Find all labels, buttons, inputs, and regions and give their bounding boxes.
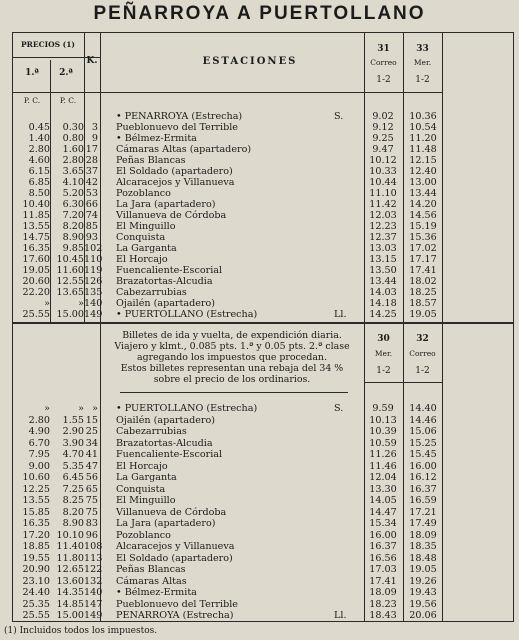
km-cell: 75: [85, 495, 98, 506]
train-time-2: 17.21: [409, 506, 437, 518]
price-1st-cell: 9.00: [28, 460, 50, 472]
price-2nd-cell: 5.35: [62, 460, 84, 472]
table-row: [0, 265, 519, 276]
train-time-1: 12.23: [369, 221, 397, 232]
price-1st-cell: 18.85: [22, 541, 50, 552]
km-cell: 75: [85, 506, 98, 518]
price-1st-cell: 2.80: [28, 414, 50, 426]
train-time-1: 10.59: [369, 437, 397, 449]
km-cell: 56: [85, 472, 98, 483]
table-row: [0, 484, 519, 495]
table-row: [0, 111, 519, 122]
table-row: [0, 403, 519, 414]
train-time-2: 18.35: [409, 541, 437, 552]
table-row: [0, 472, 519, 483]
table-row: [0, 518, 519, 529]
price-1st-cell: 11.85: [22, 210, 50, 221]
train-31-type: Correo: [370, 58, 397, 67]
km-header: K.: [86, 56, 98, 66]
table-row: [0, 155, 519, 166]
train-time-2: 11.20: [409, 133, 437, 144]
table-row: [0, 166, 519, 177]
price-2nd-cell: 8.90: [62, 518, 84, 529]
station-name: • PUERTOLLANO (Estrecha): [116, 403, 258, 414]
price-1st-cell: 6.85: [28, 177, 50, 188]
station-name: Alcaracejos y Villanueva: [116, 177, 235, 188]
class2-header: 2.ª: [59, 68, 73, 78]
train-32-type: Correo: [409, 349, 436, 358]
train-time-1: 9.47: [372, 144, 394, 155]
price-2nd-cell: 3.65: [62, 166, 84, 177]
train-time-1: 17.03: [369, 564, 397, 575]
train-time-2: 18.48: [409, 552, 437, 564]
table-row: [0, 243, 519, 254]
price-1st-cell: 25.55: [22, 309, 50, 320]
price-2nd-cell: 1.60: [62, 144, 84, 155]
station-name: Cámaras Altas (apartadero): [116, 144, 252, 155]
station-name: • Bélmez-Ermita: [116, 587, 197, 598]
table-row: [0, 426, 519, 437]
train-time-2: 14.56: [409, 210, 437, 221]
table-row: [0, 599, 519, 610]
train-time-1: 9.25: [372, 133, 394, 144]
train-time-1: 18.43: [369, 610, 397, 621]
station-name: Pozoblanco: [116, 529, 171, 541]
km-cell: 132: [84, 575, 103, 587]
train-time-2: 14.46: [409, 414, 437, 426]
station-name: Villanueva de Córdoba: [116, 210, 227, 221]
train-time-2: 15.45: [409, 449, 437, 460]
station-name: El Minguillo: [116, 221, 176, 232]
train-31-class: 1-2: [376, 75, 391, 85]
train-time-2: 16.12: [409, 472, 437, 483]
price-1st-cell: 22.20: [22, 287, 50, 298]
train-32-number: 32: [416, 334, 429, 344]
train-time-1: 13.15: [369, 254, 397, 265]
arrival-departure-mark: Ll.: [334, 309, 347, 320]
price-2nd-cell: 0.80: [62, 133, 84, 144]
table-row: [0, 144, 519, 155]
train-time-1: 14.18: [369, 298, 397, 309]
station-name: Peñas Blancas: [116, 155, 186, 166]
train-time-1: 14.25: [369, 309, 397, 320]
station-name: Conquista: [116, 232, 166, 243]
station-name: • PUERTOLLANO (Estrecha): [116, 309, 258, 320]
price-2nd-cell: 0.30: [62, 122, 84, 133]
price-2nd-cell: 3.90: [62, 437, 84, 449]
station-name: Villanueva de Córdoba: [116, 506, 227, 518]
price-1st-cell: 17.20: [22, 529, 50, 541]
station-name: Conquista: [116, 483, 166, 495]
price-1st-cell: 12.25: [22, 483, 50, 495]
train-time-1: 18.09: [369, 587, 397, 598]
train-time-2: 17.41: [409, 265, 437, 276]
table-row: [0, 122, 519, 133]
arrival-departure-mark: S.: [334, 403, 344, 414]
train-time-2: 15.19: [409, 221, 437, 232]
price-2nd-cell: 11.60: [56, 265, 84, 276]
pc2-header: P. C.: [59, 96, 77, 105]
train-time-2: 10.36: [409, 111, 437, 122]
train-time-2: 19.26: [409, 575, 437, 587]
km-cell: 140: [84, 298, 103, 309]
table-row: [0, 309, 519, 320]
km-cell: 9: [91, 133, 98, 144]
price-1st-cell: 24.40: [22, 587, 50, 598]
price-1st-cell: 20.60: [22, 276, 50, 287]
table-row: [0, 177, 519, 188]
price-1st-cell: 15.85: [22, 506, 50, 518]
km-cell: 41: [85, 449, 98, 460]
train-33-class: 1-2: [415, 75, 430, 85]
train-time-1: 10.33: [369, 166, 397, 177]
price-2nd-cell: 13.60: [56, 575, 84, 587]
price-1st-cell: 13.55: [22, 221, 50, 232]
train-time-1: 15.34: [369, 518, 397, 529]
table-row: [0, 530, 519, 541]
train-time-1: 9.02: [372, 111, 394, 122]
price-2nd-cell: 12.65: [56, 564, 84, 575]
price-2nd-cell: 6.45: [62, 472, 84, 483]
train-time-1: 16.37: [369, 541, 397, 552]
price-1st-cell: 17.60: [22, 254, 50, 265]
train-time-2: 15.36: [409, 232, 437, 243]
train-time-1: 9.59: [372, 403, 394, 414]
train-time-2: 13.44: [409, 188, 437, 199]
km-cell: 34: [85, 437, 98, 449]
price-1st-cell: 4.90: [28, 426, 50, 437]
price-1st-cell: 8.50: [28, 188, 50, 199]
station-name: La Garganta: [116, 243, 177, 254]
station-name: Ojailén (apartadero): [116, 298, 216, 309]
train-time-1: 10.39: [369, 426, 397, 437]
train-time-1: 11.42: [369, 199, 397, 210]
train-time-2: 17.49: [409, 518, 437, 529]
km-cell: 108: [84, 541, 103, 552]
km-cell: 93: [85, 232, 98, 243]
price-2nd-cell: 14.35: [56, 587, 84, 598]
km-cell: 96: [85, 529, 98, 541]
table-row: [0, 553, 519, 564]
price-2nd-cell: 9.85: [62, 243, 84, 254]
price-2nd-cell: 8.20: [62, 506, 84, 518]
station-name: • Bélmez-Ermita: [116, 133, 197, 144]
price-1st-cell: 19.05: [22, 265, 50, 276]
train-time-1: 12.03: [369, 210, 397, 221]
train-time-2: 18.02: [409, 276, 437, 287]
km-cell: 102: [84, 243, 103, 254]
price-1st-cell: 16.35: [22, 518, 50, 529]
note-line: Estos billetes representan una rebaja del 34 %: [120, 363, 344, 374]
km-cell: 126: [84, 276, 103, 287]
station-name: La Garganta: [116, 472, 177, 483]
train-time-1: 13.50: [369, 265, 397, 276]
train-time-1: 13.30: [369, 483, 397, 495]
table-row: [0, 199, 519, 210]
station-name: El Minguillo: [116, 495, 176, 506]
divider: [364, 382, 442, 383]
km-cell: 42: [85, 177, 98, 188]
price-2nd-cell: 13.65: [56, 287, 84, 298]
station-name: Pueblonuevo del Terrible: [116, 122, 238, 133]
train-time-2: 18.57: [409, 298, 437, 309]
price-1st-cell: 19.55: [22, 552, 50, 564]
km-cell: 119: [84, 265, 103, 276]
train-time-2: 16.37: [409, 483, 437, 495]
station-name: Cabezarrubias: [116, 426, 187, 437]
table-row: [0, 576, 519, 587]
train-time-1: 13.03: [369, 243, 397, 254]
table-row: [0, 287, 519, 298]
train-time-2: 16.00: [409, 460, 437, 472]
class1-header: 1.ª: [25, 68, 39, 78]
price-1st-cell: 20.90: [22, 564, 50, 575]
km-cell: 85: [85, 221, 98, 232]
train-time-2: 16.59: [409, 495, 437, 506]
table-row: [0, 564, 519, 575]
page-title: PEÑARROYA A PUERTOLLANO: [93, 3, 426, 24]
train-time-2: 15.25: [409, 437, 437, 449]
train-time-1: 18.23: [369, 598, 397, 610]
train-32-class: 1-2: [415, 366, 430, 376]
train-time-1: 11.26: [369, 449, 397, 460]
km-cell: »: [92, 403, 98, 414]
price-1st-cell: 7.95: [28, 449, 50, 460]
km-cell: 66: [85, 199, 98, 210]
km-cell: 37: [85, 166, 98, 177]
km-cell: 135: [84, 287, 103, 298]
price-2nd-cell: 1.55: [62, 414, 84, 426]
train-time-1: 10.13: [369, 414, 397, 426]
train-time-1: 16.56: [369, 552, 397, 564]
note-line: Billetes de ida y vuelta, de expendición diaria.: [122, 330, 342, 341]
price-2nd-cell: 2.80: [62, 155, 84, 166]
station-name: Alcaracejos y Villanueva: [116, 541, 235, 552]
price-1st-cell: 10.60: [22, 472, 50, 483]
train-time-2: 13.00: [409, 177, 437, 188]
train-time-1: 11.46: [369, 460, 397, 472]
km-cell: 53: [85, 188, 98, 199]
table-row: [0, 541, 519, 552]
km-cell: 110: [84, 254, 103, 265]
train-time-2: 12.40: [409, 166, 437, 177]
station-name: El Soldado (apartadero): [116, 166, 233, 177]
train-time-2: 17.02: [409, 243, 437, 254]
table-row: [0, 210, 519, 221]
km-cell: 17: [85, 144, 98, 155]
note-line: Viajero y klmt., 0.085 pts. 1.ª y 0.05 pts. 2.ª clase: [114, 341, 350, 352]
train-time-2: 11.48: [409, 144, 437, 155]
divider: [120, 392, 348, 393]
train-time-2: 14.20: [409, 199, 437, 210]
price-2nd-cell: 8.90: [62, 232, 84, 243]
train-time-2: 18.25: [409, 287, 437, 298]
km-cell: 149: [84, 610, 103, 621]
km-cell: 25: [85, 426, 98, 437]
station-name: Brazatortas-Alcudia: [116, 437, 213, 449]
price-2nd-cell: 14.85: [56, 598, 84, 610]
train-time-1: 17.41: [369, 575, 397, 587]
train-time-1: 13.44: [369, 276, 397, 287]
km-cell: 47: [85, 460, 98, 472]
station-name: Pozoblanco: [116, 188, 171, 199]
price-1st-cell: 6.70: [28, 437, 50, 449]
table-row: [0, 232, 519, 243]
arrival-departure-mark: Ll.: [334, 610, 347, 621]
price-2nd-cell: »: [78, 403, 84, 414]
note-line: agregando los impuestos que procedan.: [137, 352, 327, 363]
price-2nd-cell: 7.25: [62, 483, 84, 495]
price-1st-cell: 13.55: [22, 495, 50, 506]
train-time-2: 14.40: [409, 403, 437, 414]
price-2nd-cell: 11.40: [56, 541, 84, 552]
table-row: [0, 507, 519, 518]
train-31-number: 31: [377, 44, 390, 54]
price-2nd-cell: 6.30: [62, 199, 84, 210]
train-time-2: 10.54: [409, 122, 437, 133]
train-time-1: 11.10: [369, 188, 397, 199]
pc1-header: P. C.: [23, 96, 41, 105]
station-name: La Jara (apartadero): [116, 199, 216, 210]
price-2nd-cell: 10.10: [56, 529, 84, 541]
table-row: [0, 415, 519, 426]
train-time-1: 14.03: [369, 287, 397, 298]
train-time-2: 17.17: [409, 254, 437, 265]
station-name: Ojailén (apartadero): [116, 414, 216, 426]
km-cell: 3: [91, 122, 98, 133]
price-2nd-cell: 4.10: [62, 177, 84, 188]
table-row: [0, 495, 519, 506]
price-2nd-cell: 8.25: [62, 495, 84, 506]
price-2nd-cell: 12.55: [56, 276, 84, 287]
train-30-type: Mer.: [374, 349, 393, 358]
km-cell: 15: [85, 414, 98, 426]
table-row: [0, 133, 519, 144]
price-1st-cell: 25.35: [22, 598, 50, 610]
table-row: [0, 276, 519, 287]
price-1st-cell: 2.80: [28, 144, 50, 155]
km-cell: 149: [84, 309, 103, 320]
price-2nd-cell: 2.90: [62, 426, 84, 437]
price-2nd-cell: 10.45: [56, 254, 84, 265]
table-row: [0, 587, 519, 598]
price-2nd-cell: 5.20: [62, 188, 84, 199]
km-cell: 140: [84, 587, 103, 598]
table-row: [0, 449, 519, 460]
price-1st-cell: 23.10: [22, 575, 50, 587]
train-time-2: 19.43: [409, 587, 437, 598]
station-name: Pueblonuevo del Terrible: [116, 598, 238, 610]
train-time-2: 12.15: [409, 155, 437, 166]
price-1st-cell: »: [44, 298, 50, 309]
train-30-class: 1-2: [376, 366, 391, 376]
price-2nd-cell: »: [78, 298, 84, 309]
price-1st-cell: 25.55: [22, 610, 50, 621]
train-time-2: 20.06: [409, 610, 437, 621]
train-time-2: 19.56: [409, 598, 437, 610]
table-row: [0, 221, 519, 232]
train-time-1: 10.12: [369, 155, 397, 166]
station-name: La Jara (apartadero): [116, 518, 216, 529]
station-name: Fuencaliente-Escorial: [116, 265, 223, 276]
train-time-1: 9.12: [372, 122, 394, 133]
station-name: PEÑARROYA (Estrecha): [116, 610, 234, 621]
price-1st-cell: »: [44, 403, 50, 414]
train-30-number: 30: [377, 334, 390, 344]
station-name: Peñas Blancas: [116, 564, 186, 575]
station-name: El Horcajo: [116, 460, 168, 472]
table-row: [0, 461, 519, 472]
km-cell: 74: [85, 210, 98, 221]
table-row: [0, 254, 519, 265]
train-time-2: 19.05: [409, 564, 437, 575]
note-line: sobre el precio de los ordinarios.: [153, 374, 311, 385]
train-time-2: 18.09: [409, 529, 437, 541]
train-33-number: 33: [416, 44, 429, 54]
footnote: (1) Incluidos todos los impuestos.: [4, 626, 158, 636]
price-1st-cell: 0.45: [28, 122, 50, 133]
station-name: El Soldado (apartadero): [116, 552, 233, 564]
train-time-2: 15.06: [409, 426, 437, 437]
train-time-1: 14.47: [369, 506, 397, 518]
train-time-1: 12.04: [369, 472, 397, 483]
station-name: • PEÑARROYA (Estrecha): [116, 111, 243, 122]
stations-header: ESTACIONES: [202, 56, 298, 67]
train-time-1: 10.44: [369, 177, 397, 188]
station-name: Cabezarrubias: [116, 287, 187, 298]
price-1st-cell: 10.40: [22, 199, 50, 210]
price-2nd-cell: 15.00: [56, 610, 84, 621]
station-name: Fuencaliente-Escorial: [116, 449, 223, 460]
train-time-1: 14.05: [369, 495, 397, 506]
price-2nd-cell: 11.80: [56, 552, 84, 564]
price-2nd-cell: 7.20: [62, 210, 84, 221]
km-cell: 65: [85, 483, 98, 495]
table-row: [0, 188, 519, 199]
km-cell: 113: [84, 552, 103, 564]
price-1st-cell: 1.40: [28, 133, 50, 144]
km-cell: 83: [85, 518, 98, 529]
divider: [12, 322, 514, 324]
station-name: El Horcajo: [116, 254, 168, 265]
km-cell: 122: [84, 564, 103, 575]
price-2nd-cell: 8.20: [62, 221, 84, 232]
arrival-departure-mark: S.: [334, 111, 344, 122]
train-time-1: 12.37: [369, 232, 397, 243]
km-cell: 28: [85, 155, 98, 166]
km-cell: 147: [84, 598, 103, 610]
price-1st-cell: 4.60: [28, 155, 50, 166]
train-33-type: Mer.: [413, 58, 432, 67]
station-name: Cámaras Altas: [116, 575, 187, 587]
divider: [12, 92, 442, 93]
price-2nd-cell: 4.70: [62, 449, 84, 460]
price-1st-cell: 6.15: [28, 166, 50, 177]
price-1st-cell: 14.75: [22, 232, 50, 243]
price-2nd-cell: 15.00: [56, 309, 84, 320]
table-row: [0, 438, 519, 449]
table-row: [0, 610, 519, 621]
table-row: [0, 298, 519, 309]
train-time-2: 19.05: [409, 309, 437, 320]
price-1st-cell: 16.35: [22, 243, 50, 254]
station-name: Brazatortas-Alcudia: [116, 276, 213, 287]
train-time-1: 16.00: [369, 529, 397, 541]
prices-header: PRECIOS (1): [21, 40, 75, 49]
